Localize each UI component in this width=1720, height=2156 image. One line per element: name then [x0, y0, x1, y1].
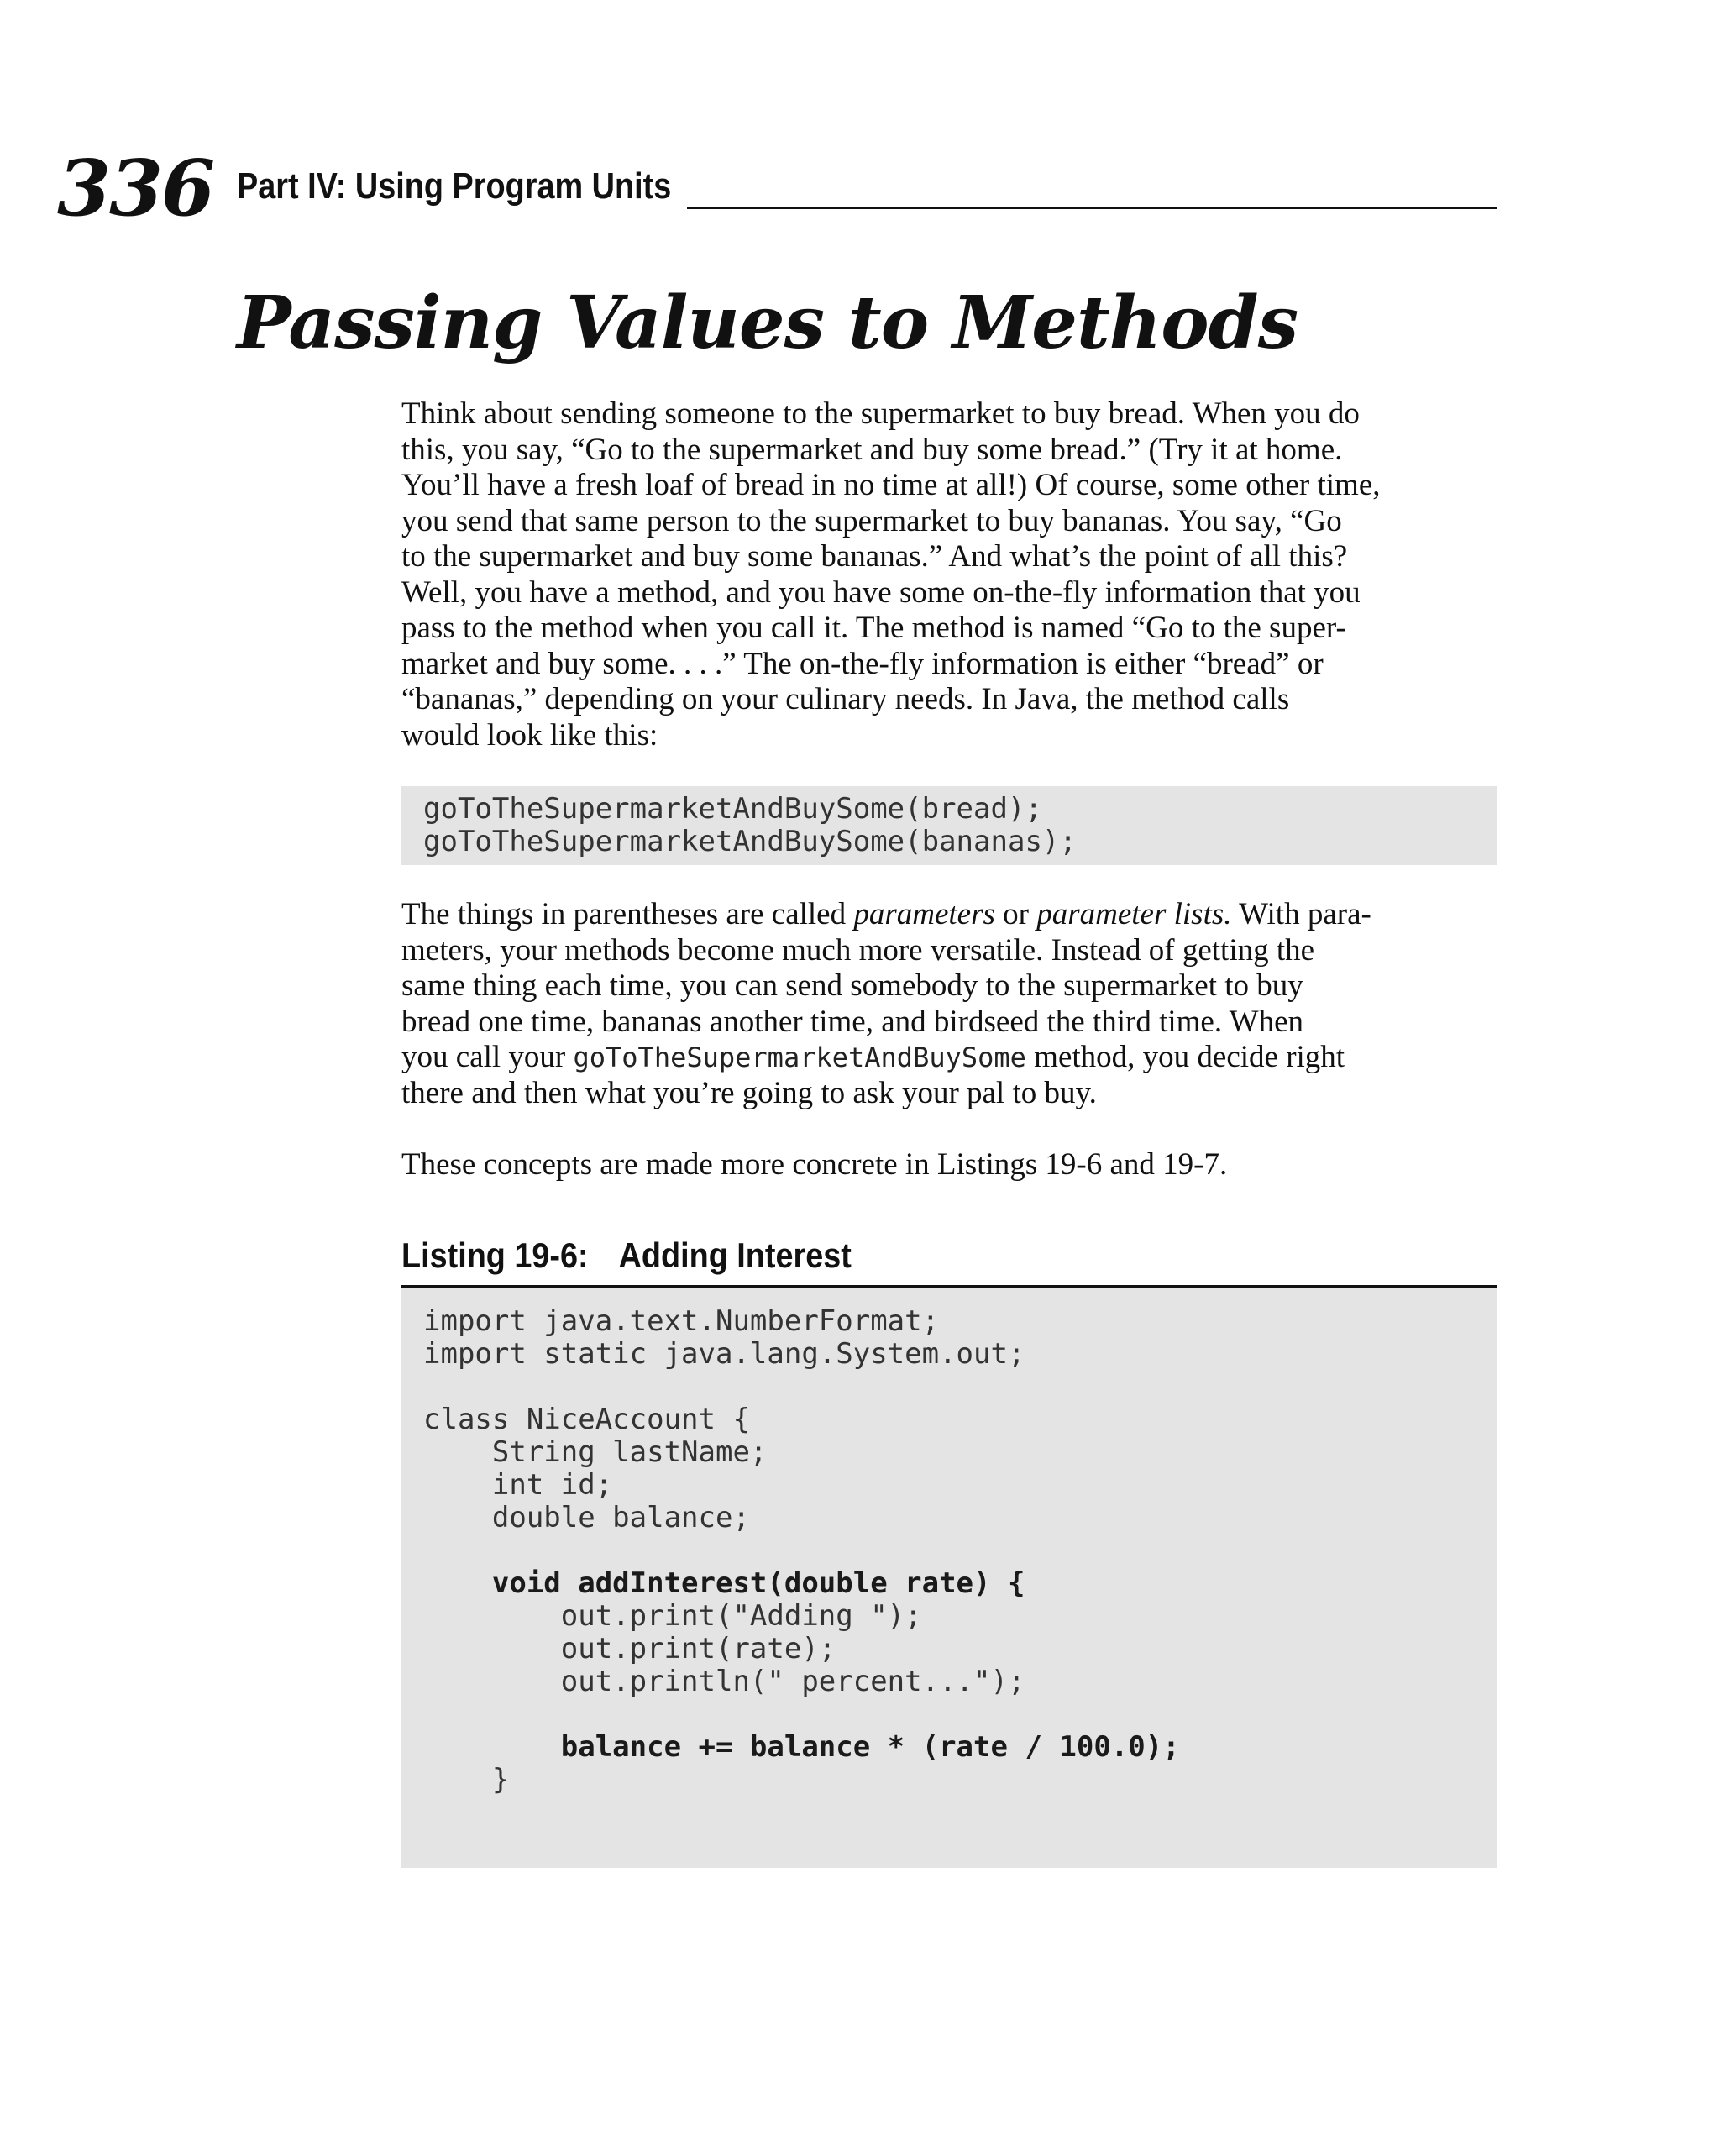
listing-code-line: import java.text.NumberFormat; [423, 1304, 940, 1338]
listing-code-line [423, 1698, 1497, 1731]
listing-code-line: out.print("Adding "); [423, 1599, 922, 1633]
paragraph-intro [401, 396, 1502, 753]
text-run: The things in parentheses are called [401, 897, 854, 931]
listing-title: Adding Interest [618, 1235, 852, 1275]
page-number: 336 [57, 143, 214, 233]
text-run: method, you decide right [1025, 1040, 1345, 1074]
listing-code-line: out.print(rate); [423, 1632, 836, 1666]
text-run: With para- [1231, 897, 1371, 931]
text-line: bread one time, bananas another time, and birdseed the third time. When [401, 1004, 1304, 1039]
text-line: to the supermarket and buy some bananas.” And what’s the point of all this? [401, 539, 1348, 574]
text-line: there and then what you’re going to ask your pal to buy. [401, 1075, 1097, 1110]
listing-number: Listing 19-6: [401, 1235, 589, 1275]
code-example [401, 786, 1497, 865]
code-line: goToTheSupermarketAndBuySome(bananas); [423, 825, 1077, 858]
text-line: Think about sending someone to the supermarket to buy bread. When you do [401, 396, 1360, 431]
text-run: you call your [401, 1040, 574, 1074]
text-line: same thing each time, you can send somebody to the supermarket to buy [401, 968, 1303, 1003]
text-line: You’ll have a fresh loaf of bread in no time at all!) Of course, some other time, [401, 468, 1381, 502]
listing-code-line: class NiceAccount { [423, 1403, 750, 1436]
paragraph-listings-ref [401, 1147, 1502, 1183]
text-line: would look like this: [401, 717, 658, 753]
listing-caption [401, 1235, 852, 1275]
listing-code-line: int id; [423, 1468, 613, 1502]
paragraph-parameters [401, 897, 1502, 1111]
text-line: pass to the method when you call it. The method is named “Go to the super- [401, 611, 1346, 645]
text-run: or [994, 897, 1037, 931]
text-line [401, 1040, 1502, 1076]
text-line: this, you say, “Go to the supermarket and buy some bread.” (Try it at home. [401, 432, 1343, 467]
text-line [401, 897, 1502, 933]
listing-code-line [423, 1371, 1497, 1403]
text-line: “bananas,” depending on your culinary needs. In Java, the method calls [401, 682, 1290, 716]
inline-code-method-name: goToTheSupermarketAndBuySome [573, 1041, 1026, 1073]
listing-code-block [401, 1288, 1497, 1868]
listing-code-line: out.println(" percent..."); [423, 1665, 1025, 1698]
listing-code-line: String lastName; [423, 1435, 768, 1469]
term-parameters: parameters [853, 897, 995, 931]
text-line: you send that same person to the supermarket to buy bananas. You say, “Go [401, 503, 1342, 538]
listing-code-line: void addInterest(double rate) { [423, 1566, 1025, 1600]
code-line: goToTheSupermarketAndBuySome(bread); [423, 792, 1042, 826]
text-line: Well, you have a method, and you have some on-the-fly information that you [401, 574, 1361, 610]
text-line: market and buy some. . . .” The on-the-fly information is either “bread” or [401, 646, 1324, 681]
text-line: meters, your methods become much more versatile. Instead of getting the [401, 932, 1315, 968]
text-line: These concepts are made more concrete in Listings 19-6 and 19-7. [401, 1147, 1228, 1182]
header-rule [687, 207, 1497, 209]
section-title: Passing Values to Methods [237, 281, 1298, 365]
listing-code-line [423, 1534, 1497, 1567]
term-parameter-lists: parameter lists. [1036, 897, 1232, 931]
listing-code-line: balance += balance * (rate / 100.0); [423, 1730, 1180, 1764]
running-head: Part IV: Using Program Units [237, 165, 672, 207]
listing-code-line: } [423, 1763, 510, 1797]
listing-code-line: double balance; [423, 1501, 750, 1534]
listing-code-line: import static java.lang.System.out; [423, 1337, 1025, 1371]
